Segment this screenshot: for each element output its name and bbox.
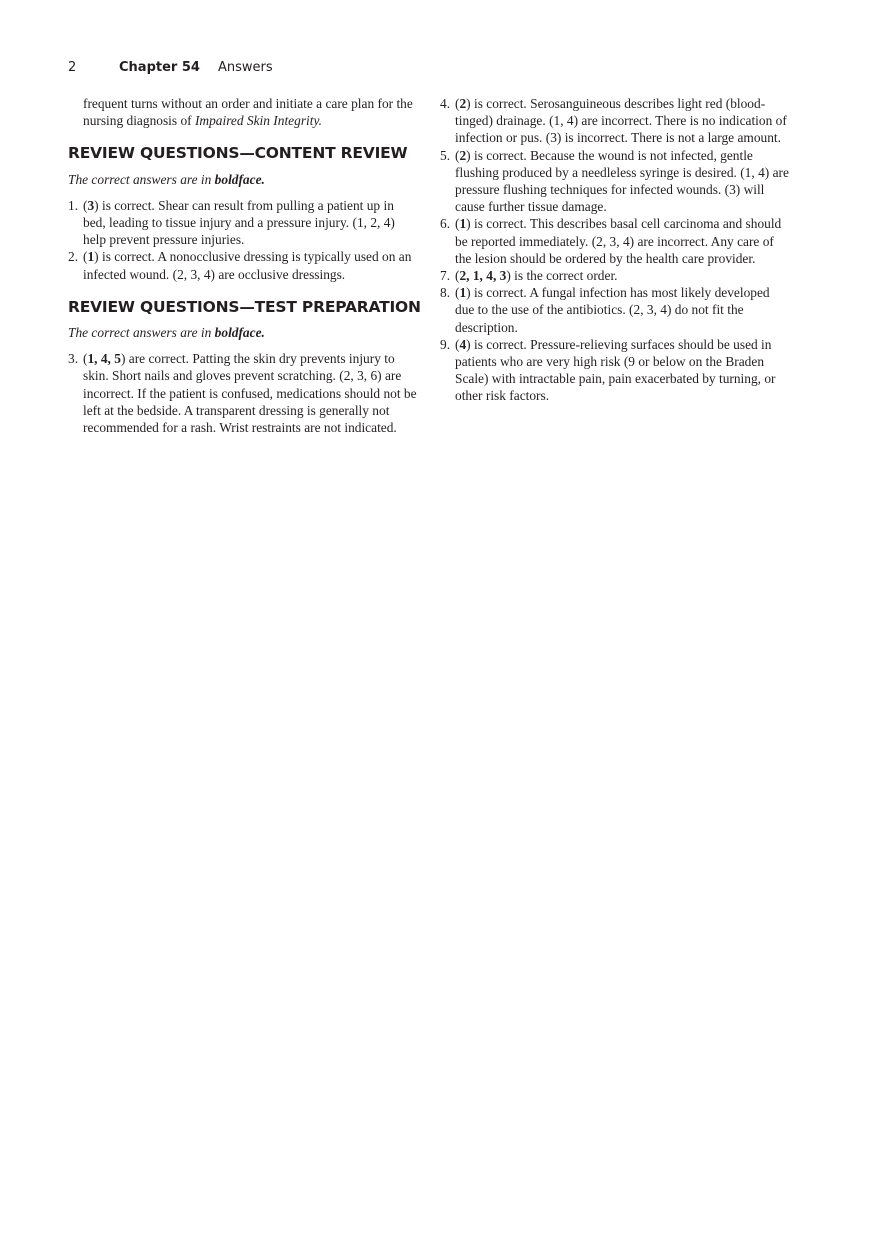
item-number: 4. xyxy=(440,96,451,111)
item-number: 8. xyxy=(440,285,451,301)
rationale: is correct. Because the wound is not infected, gentle flushing produced by a needleless syringe is desired. (1, 4) are pressure flushing techniques for infected wounds. (3) will cause further tissue damage. xyxy=(455,147,789,215)
section-label: Answers xyxy=(218,60,273,75)
correct-answer: 1 xyxy=(87,249,95,265)
rationale: is correct. Shear can result from pulling a patient up in bed, leading to tissue injury and a pressure injury. (1, 2, 4) help prevent pressure injuries. xyxy=(83,197,395,248)
item-number: 9. xyxy=(440,336,451,352)
item-number: 3. xyxy=(68,351,79,367)
rationale: is correct. A fungal infection has most likely developed due to the use of the antibiotics. (2, 3, 4) do not fit the description. xyxy=(455,285,770,335)
item-number: 6. xyxy=(440,216,451,232)
rationale: is correct. Pressure-relieving surfaces should be used in patients who are very high risk (9 or below on the Braden Scale) with intractable pain, pain exacerbated by turning, or other risk factors. xyxy=(455,336,776,404)
answer-item: 6. (1) is correct. This describes basal cell carcinoma and should be reported immediately. (2, 3, 4) are incorrect. Any care of the lesion should be ordered by the health care provider. xyxy=(440,216,782,266)
rationale: is correct. A nonocclusive dressing is typically used on an infected wound. (2, 3, 4) are occlusive dressings. xyxy=(83,249,412,282)
content-review-section xyxy=(68,145,418,282)
correct-answer: 1 xyxy=(459,285,467,301)
section-heading: REVIEW QUESTIONS—TEST PREPARATION xyxy=(68,297,421,316)
rationale: is the correct order. xyxy=(510,268,618,284)
left-column xyxy=(68,95,421,436)
answer-item: 2. (1) is correct. A nonocclusive dressing is typically used on an infected wound. (2, 3, 4) are occlusive dressings. xyxy=(68,249,412,282)
right-column xyxy=(440,95,790,405)
chapter-label: Chapter 54 xyxy=(119,60,200,75)
continued-paragraph: frequent turns without an order and initiate a care plan for the nursing diagnosis of Impaired Skin Integrity. xyxy=(83,96,413,129)
nursing-diagnosis: Impaired Skin Integrity. xyxy=(194,113,323,129)
answer-item: 1. (3) is correct. Shear can result from pulling a patient up in bed, leading to tissue injury and a pressure injury. (1, 2, 4) help prevent pressure injuries. xyxy=(68,197,395,248)
answer-item: 3. (1, 4, 5) are correct. Patting the skin dry prevents injury to skin. Short nails and gloves prevent scratching. (2, 3, 6) are incorrect. If the patient is confused, medications should not be left at the bedside. A transparent dressing is generally not recommended for a rash. Wrist restraints are not indicated. xyxy=(68,351,417,436)
correct-answer: 4 xyxy=(459,336,467,352)
item-number: 7. xyxy=(440,268,451,284)
rationale: is correct. This describes basal cell carcinoma and should be reported immediately. (2, 3, 4) are incorrect. Any care of the lesion should be ordered by the health care provider. xyxy=(455,216,782,266)
item-number: 1. xyxy=(68,197,79,213)
rationale: is correct. Serosanguineous describes light red (blood-tinged) drainage. (1, 4) are incorrect. There is no indication of infection or pus. (3) is incorrect. There is not a large amount. xyxy=(455,96,787,146)
correct-answer: 2, 1, 4, 3 xyxy=(459,268,507,284)
page-number: 2 xyxy=(68,60,77,75)
section-heading: REVIEW QUESTIONS—CONTENT REVIEW xyxy=(68,144,408,163)
answer-item: 4. (2) is correct. Serosanguineous describes light red (blood-tinged) drainage. (1, 4) are incorrect. There is no indication of infection or pus. (3) is incorrect. There is not a large amount. xyxy=(440,96,787,146)
item-number: 5. xyxy=(440,147,451,163)
rationale: are correct. Patting the skin dry prevents injury to skin. Short nails and gloves prevent scratching. (2, 3, 6) are incorrect. If the patient is confused, medications should not be left at the bedside. A transparent dressing is generally not recommended for a rash. Wrist restraints are not indicated. xyxy=(83,351,417,436)
item-number: 2. xyxy=(68,249,79,265)
correct-answer: 1, 4, 5 xyxy=(87,351,121,367)
correct-answer: 2 xyxy=(459,96,467,111)
section-intro: The correct answers are in boldface. xyxy=(68,325,265,341)
correct-answer: 3 xyxy=(87,197,95,213)
answer-item: 5. (2) is correct. Because the wound is not infected, gentle flushing produced by a needleless syringe is desired. (1, 4) are pressure flushing techniques for infected wounds. (3) will cause further tissue damage. xyxy=(440,147,789,215)
correct-answer: 1 xyxy=(459,216,467,232)
answer-item: 9. (4) is correct. Pressure-relieving surfaces should be used in patients who are very high risk (9 or below on the Braden Scale) with intractable pain, pain exacerbated by turning, or other risk factors. xyxy=(440,336,776,404)
section-intro: The correct answers are in boldface. xyxy=(68,171,265,187)
correct-answer: 2 xyxy=(459,147,467,163)
answer-item: 8. (1) is correct. A fungal infection has most likely developed due to the use of the antibiotics. (2, 3, 4) do not fit the description. xyxy=(440,285,770,335)
answer-item: 7. (2, 1, 4, 3) is the correct order. xyxy=(440,268,618,284)
test-preparation-section xyxy=(68,297,421,436)
